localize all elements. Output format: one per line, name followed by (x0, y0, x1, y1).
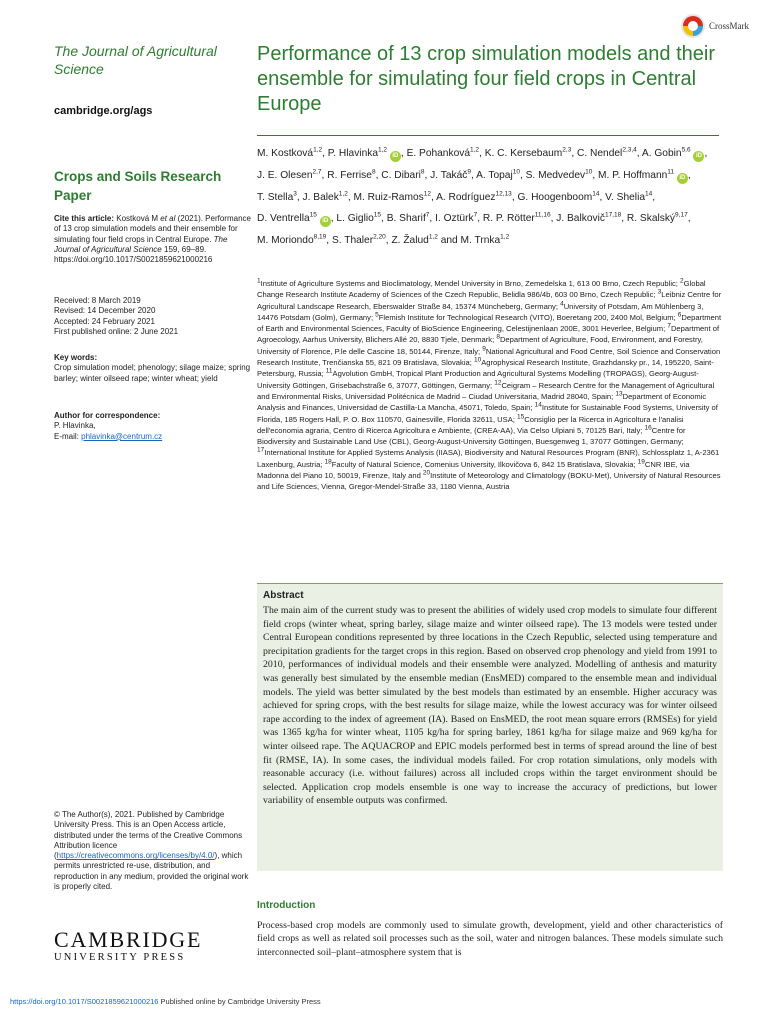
author-affiliation-number: 15 (373, 212, 382, 219)
author-affiliation-number: 12,13 (495, 190, 512, 198)
author-affiliation-number: 1,2 (470, 146, 480, 154)
affiliation-text: Department of Agroecology, Aarhus University, Blichers Allé 20, 8830 Tjele, Denmark; (257, 324, 720, 345)
affiliation-number: 8 (496, 333, 500, 341)
introduction-text: Process-based crop models are commonly used to simulate growth, development, yield and other characteristics of field crops as well as related soil processes such as the soil, water and nitrogen balances. These models simulate such interconnected soil–plant–atmosphere system that is (257, 920, 723, 958)
crossmark-icon (680, 13, 706, 39)
affiliation-number: 9 (482, 345, 486, 353)
author (476, 170, 520, 181)
author-affiliation-number: 1,2 (338, 190, 348, 198)
orcid-icon[interactable]: iD (320, 216, 331, 227)
title-divider (257, 135, 719, 136)
affiliation-text: Faculty of Natural Science, Comenius University, Ilkovičova 6, 842 15 Bratislava, Slovakia; (331, 459, 638, 469)
author-name: K. C. Kersebaum (484, 148, 563, 159)
author (517, 192, 599, 203)
author-name: M. Trnka (460, 235, 501, 247)
introduction-heading: Introduction (257, 900, 316, 911)
author-affiliation-number: 12 (423, 190, 431, 198)
affiliation-text: Institute of Meteorology and Climatology (BOKU-Met), University of Natural Resources and Life Sciences, Vienna, Gregor-Mendel-Straße 33, 1180 Vienna, Austria (257, 471, 721, 492)
author-name: A. Gobin (641, 148, 682, 159)
author (435, 213, 477, 224)
author-name: A. Rodríguez (436, 191, 496, 203)
author-affiliation-number: 17,18 (604, 212, 622, 219)
correspondence-block (54, 411, 254, 442)
author (598, 170, 688, 181)
author (257, 213, 331, 224)
license-pre: © The Author(s), 2021. Published by Cambridge University Press. This is an Open Access article, distributed under the terms of the Creative Commons Attribution licence ( (54, 810, 243, 861)
affiliation-text: Flemish Institute for Technological Research (VITO), Boeretang 200, 2400 Mol, Belgium; (378, 312, 678, 322)
author (436, 192, 512, 203)
author (483, 213, 551, 224)
abstract-text: The main aim of the current study was to present the abilities of widely used crop models to simulate four different field crops (winter wheat, spring barley, silage maize and winter oilseed rape). The 13 models were tested under Central European conditions represented by three locations in the Czech Republic, selected using temperature and precipitation gradients for the target crops in this region. Based on observed crop phenology and yield from 1991 to 2010, performances of individual models and their ensemble were analyzed. Modelling of anthesis and maturity was generally best simulated by the ensemble median (EnsMED) compared to the ensemble mean and individual models. The yield was better simulated by the best models than estimated by an ensemble. Higher accuracy was achieved for spring crops, with the best results for silage maize, while the lowest accuracy was for winter oilseed rape according to the index of agreement (IA). Based on EnsMED, the root mean square errors (RMSEs) for yield was 1365 kg/ha for winter wheat, 1105 kg/ha for spring barley, 1861 kg/ha for silage maize and 969 kg/ha for winter oilseed rape. The AQUACROP and EPIC models performed best in terms of spread around the line of best fit (RMSE, IA). In some cases, the individual models failed. For crop rotation simulations, only models with reasonable accuracy (i.e. without failures) across all included crops within the target environment should be selected. Application crop models ensemble is one way to increase the accuracy of predictions, but lower variability of ensemble outputs was confirmed. (263, 605, 717, 807)
affiliation-text: Department of Agriculture, Food, Environment, and Forestry, University of Florence, P.le delle Cascine 18, 50144, Firenze, Italy; (257, 335, 703, 356)
author (605, 192, 652, 203)
author-affiliation-number: 7 (473, 212, 478, 219)
journal-name-line1: The Journal of Agricultural (54, 43, 217, 59)
license-block (54, 810, 249, 892)
affiliation-text: Global Change Research Institute Academy of Sciences of the Czech Republic, Belidla 986/4b, 603 00 Brno, Czech Republic; (257, 279, 706, 300)
journal-name (54, 42, 244, 78)
cite-text-after: 159, 69–89. https://doi.org/10.1017/S0021859621000216 (54, 244, 213, 265)
affiliation-number: 18 (324, 458, 332, 466)
keywords-text: Crop simulation model; phenology; silage maize; spring barley; winter oilseed rape; winter wheat; yield (54, 363, 251, 383)
date-revised: Revised: 14 December 2020 (54, 306, 156, 316)
author-affiliation-number: 2,3,4 (622, 146, 637, 154)
license-post: ), which permits unrestricted re-use, distribution, and reproduction in any medium, provided the original work is properly cited. (54, 851, 249, 892)
author-name: D. Ventrella (257, 213, 310, 225)
author (257, 148, 322, 159)
author-affiliation-number: 2,3 (562, 146, 572, 154)
author-affiliation-number: 1,2 (428, 233, 438, 241)
author (303, 192, 348, 203)
author-affiliation-number: 8,19 (313, 233, 327, 241)
footer-doi-link[interactable]: https://doi.org/10.1017/S0021859621000216 (10, 997, 159, 1006)
affiliation-number: 3 (657, 288, 662, 296)
author-name: V. Shelia (605, 191, 645, 203)
affiliation-text: CNR IBE, via Madonna del Piano 10, 50019, Firenze, Italy and (257, 459, 690, 481)
cite-block (54, 214, 254, 265)
author (257, 170, 322, 181)
author-name: C. Nendel (577, 148, 623, 159)
affiliation-number: 12 (494, 379, 502, 387)
journal-site-link[interactable]: cambridge.org/ags (54, 105, 153, 117)
author-affiliation-number: 11,16 (534, 212, 551, 219)
cite-et-al: et al (160, 214, 176, 223)
author (332, 235, 386, 246)
author-affiliation-number: 9 (467, 168, 471, 176)
affiliation-number: 1 (257, 277, 261, 285)
author-name: M. Ruiz-Ramos (353, 191, 424, 203)
correspondence-label: Author for correspondence: (54, 411, 161, 420)
author-name: R. Ferrise (327, 169, 372, 181)
orcid-icon[interactable]: iD (390, 151, 401, 162)
keywords-label: Key words: (54, 353, 98, 362)
affiliation-number: 11 (325, 367, 333, 375)
cite-journal: The Journal of Agricultural Science (54, 234, 228, 254)
date-received: Received: 8 March 2019 (54, 296, 141, 305)
author-affiliation-number: 1,2 (313, 146, 323, 154)
author-name: E. Pohanková (406, 148, 470, 159)
author-name: S. Thaler (331, 235, 374, 247)
affiliation-text: International Institute for Applied Systems Analysis (IIASA), Biodiversity and Natural Resources Program (BNR), Schlossplatz 1, A-2361 Laxenburg, Austria; (257, 448, 720, 469)
affiliations (257, 278, 723, 493)
affiliation-text: Leibniz Centre for Agricultural Landscape Research, Eberswalder Straße 84, 15374 Müncheberg, Germany; (257, 290, 722, 311)
author-name: M. P. Hoffmann (598, 169, 668, 181)
dates-block (54, 296, 254, 337)
author-affiliation-number: 7 (425, 212, 430, 219)
author (430, 170, 471, 181)
author (407, 148, 479, 159)
author-name: C. Dibari (381, 169, 421, 181)
affiliation-number: 17 (257, 446, 265, 454)
cite-label: Cite this article: (54, 214, 115, 223)
author-affiliation-number: 1,2 (378, 146, 388, 154)
author (461, 235, 510, 246)
license-link[interactable]: https://creativecommons.org/licenses/by/4.0/ (56, 851, 215, 861)
affiliation-text: Ceigram – Research Centre for the Management of Agricultural and Environmental Risks, Universidad Politécnica de Madrid – Ciudad Universitaria, Madrid 28040, Spain; (257, 380, 715, 401)
abstract-box (257, 583, 723, 871)
author-name: L. Giglio (336, 213, 374, 225)
author-name: I. Oztürk (435, 213, 474, 225)
affiliation (325, 460, 638, 469)
affiliation-text: Department of Economic Analysis and Finances, Universidad de Castilla-La Mancha, 45071, Toledo, Spain; (257, 391, 707, 413)
author-affiliation-number: 8 (371, 168, 376, 176)
affiliation-number: 20 (422, 469, 431, 477)
author (327, 170, 375, 181)
author-name: G. Hoogenboom (517, 191, 593, 203)
correspondence-name: P. Hlavinka, (54, 421, 96, 431)
author-name: B. Sharif (386, 213, 426, 225)
author (485, 148, 572, 159)
author-affiliation-number: 11 (667, 168, 675, 176)
logo-line1: CAMBRIDGE (54, 927, 203, 952)
cite-text-mid: (2021). Performance of 13 crop simulation models and their ensemble for simulating four field crops in Central Europe. (54, 214, 251, 244)
author-affiliation-number: 9,17 (675, 212, 688, 219)
author-affiliation-number: 14 (645, 190, 653, 198)
article-title: Performance of 13 crop simulation models and their ensemble for simulating four field crops in Central Europe (257, 43, 716, 115)
affiliation-number: 6 (677, 311, 682, 319)
author (257, 235, 326, 246)
author-name: J. Takáč (430, 169, 468, 181)
affiliation-number: 15 (517, 413, 525, 421)
affiliation-text: University of Potsdam, Am Mühlenberg 3, 14476 Potsdam (Golm), Germany; (257, 301, 704, 322)
crossmark-badge[interactable] (680, 12, 749, 40)
author-name: J. Balek (302, 191, 339, 203)
date-accepted: Accepted: 24 February 2021 (54, 316, 155, 326)
affiliation-text: Department of Earth and Environmental Sciences, Faculty of BioScience Engineering, Celestijnenlaan 200E, 3001 Heverlee, Belgium; (257, 312, 722, 334)
section-label: Crops and Soils Research Paper (54, 169, 222, 203)
author-name: T. Stella (257, 191, 294, 203)
author (577, 148, 637, 159)
author-name: M. Kostková (257, 148, 314, 159)
affiliation (257, 279, 680, 288)
affiliation-text: Agvolution GmbH, Tropical Plant Production and Agricultural Systems Modelling (TROPAGS), Georg-August-University Göttingen, Grisebachstraße 6, 37077, Göttingen, Germany; (257, 369, 699, 390)
author-name: Z. Žalud (391, 235, 429, 247)
author-name: J. E. Olesen (257, 169, 313, 181)
affiliation-text: Centre for Biodiversity and Sustainable Land Use (CBL), Georg-August-University Göttingen, Buesgenweg 1, 37077 Göttingen, Germany; (257, 425, 686, 447)
affiliation-text: Agrophysical Research Institute, Grazhdansky pr., 14, 195220, Saint-Petersburg, Russia; (257, 358, 714, 379)
orcid-icon[interactable]: iD (677, 173, 688, 184)
author (257, 192, 297, 203)
affiliation-number: 16 (644, 424, 652, 432)
author-name: M. Moriondo (257, 235, 314, 247)
correspondence-email-line (54, 432, 254, 442)
author-affiliation-number: 3 (293, 190, 297, 198)
logo-line2: UNIVERSITY PRESS (54, 952, 186, 963)
author-name: R. Skalský (626, 213, 676, 225)
affiliation (375, 313, 678, 322)
author-name: A. Topaj (476, 169, 513, 181)
author (556, 213, 621, 224)
affiliation-number: 13 (615, 390, 623, 398)
author (387, 213, 430, 224)
affiliation-number: 10 (473, 356, 482, 364)
author-affiliation-number: 2,7 (312, 168, 322, 176)
author-list: M. Kostková$^{1,2}$, P. Hlavinka$^{1,2}$ iD , E. Pohanková$^{1,2}$, K. C. Kersebaum$^{2,3}$, C. Nendel$^{2,3,4}$, A. Gobin$^{5,6}$ iD , J. E. Olesen$^{2,7}$, R. Ferrise$^8$, C. Dibari$^8$, J. Takáč$^9$, A. Topaj$^{10}$, S. Medvedev$^{10}$, M. P. Hoffmann$^{11}$ iD , T. Stella$^3$, J. Balek$^{1,2}$, M. Ruiz-Ramos$^{12}$, A. Rodríguez$^{12,13}$, G. Hoogenboom$^{14}$, V. Shelia$^{14}$, D. Ventrella$^{15}$ iD , L. Giglio$^{15}$, B. Sharif$^7$, I. Oztürk$^7$, R. P. Rötter$^{11,16}$, J. Balkovič$^{17,18}$, R. Skalský$^{9,17}$, M. Moriondo$^{8,19}$, S. Thaler$^{2,20}$, Z. Žalud$^{1,2}$ and M. Trnka$^{1,2}$ (257, 146, 708, 247)
email-link[interactable]: phlavinka@centrum.cz (81, 431, 163, 441)
affiliation-number: 19 (637, 458, 645, 466)
author-name: P. Hlavinka (327, 148, 378, 159)
footer-suffix: Published online by Cambridge University Press (158, 997, 321, 1006)
author-name: J. Balkovič (556, 213, 605, 225)
cambridge-logo (54, 929, 202, 965)
abstract-heading: Abstract (263, 590, 304, 601)
footer (10, 997, 321, 1006)
affiliation-number: 14 (534, 401, 542, 409)
author (526, 170, 593, 181)
author (336, 213, 381, 224)
cite-text-before: Kostková M (114, 214, 161, 223)
author-affiliation-number: 8 (420, 168, 425, 176)
author-affiliation-number: 10 (512, 168, 520, 176)
author-name: S. Medvedev (525, 169, 586, 181)
crossmark-label: CrossMark (709, 21, 749, 31)
affiliation-text: Institute for Sustainable Food Systems, University of Florida, 185 Rogers Hall, P. O. Box 110570, Gainesville, Florida 32611, USA; (257, 403, 718, 424)
email-label: E-mail: (54, 431, 82, 441)
keywords-block (54, 353, 254, 384)
affiliation-text: Institute of Agriculture Systems and Bioclimatology, Mendel University in Brno, Zemedelska 1, 613 00 Brno, Czech Republic; (260, 279, 681, 288)
affiliation-number: 5 (375, 311, 379, 319)
author-affiliation-number: 2,20 (373, 233, 386, 241)
author-affiliation-number: 5,6 (681, 146, 691, 154)
author (627, 213, 688, 224)
author (391, 235, 437, 246)
author-affiliation-number: 15 (309, 212, 317, 219)
author-affiliation-number: 1,2 (500, 233, 510, 241)
date-published: First published online: 2 June 2021 (54, 326, 179, 336)
affiliation-text: Consiglio per la Ricerca in Agricoltura e l'analisi dell'economia agraria, Centro di Ricerca Agricoltura e Ambiente, (CREA-AA), Via Celso Ulpiani 5, 70125 Bari, Italy; (257, 414, 684, 435)
affiliation-number: 2 (680, 277, 684, 285)
author-affiliation-number: 14 (592, 190, 600, 198)
author (381, 170, 424, 181)
author (354, 192, 431, 203)
author-name: R. P. Rötter (482, 213, 535, 225)
affiliation-number: 7 (667, 322, 671, 330)
journal-name-line2: Science (54, 61, 104, 77)
author (328, 148, 401, 159)
author (642, 148, 705, 159)
author-affiliation-number: 10 (585, 168, 593, 176)
orcid-icon[interactable]: iD (693, 151, 704, 162)
affiliation-text: National Agricultural and Food Centre, Soil Science and Conservation Research Institute, Trenčianska 55, 821 09 Bratislava, Slovakia; (257, 346, 721, 368)
affiliation-number: 4 (560, 300, 564, 308)
